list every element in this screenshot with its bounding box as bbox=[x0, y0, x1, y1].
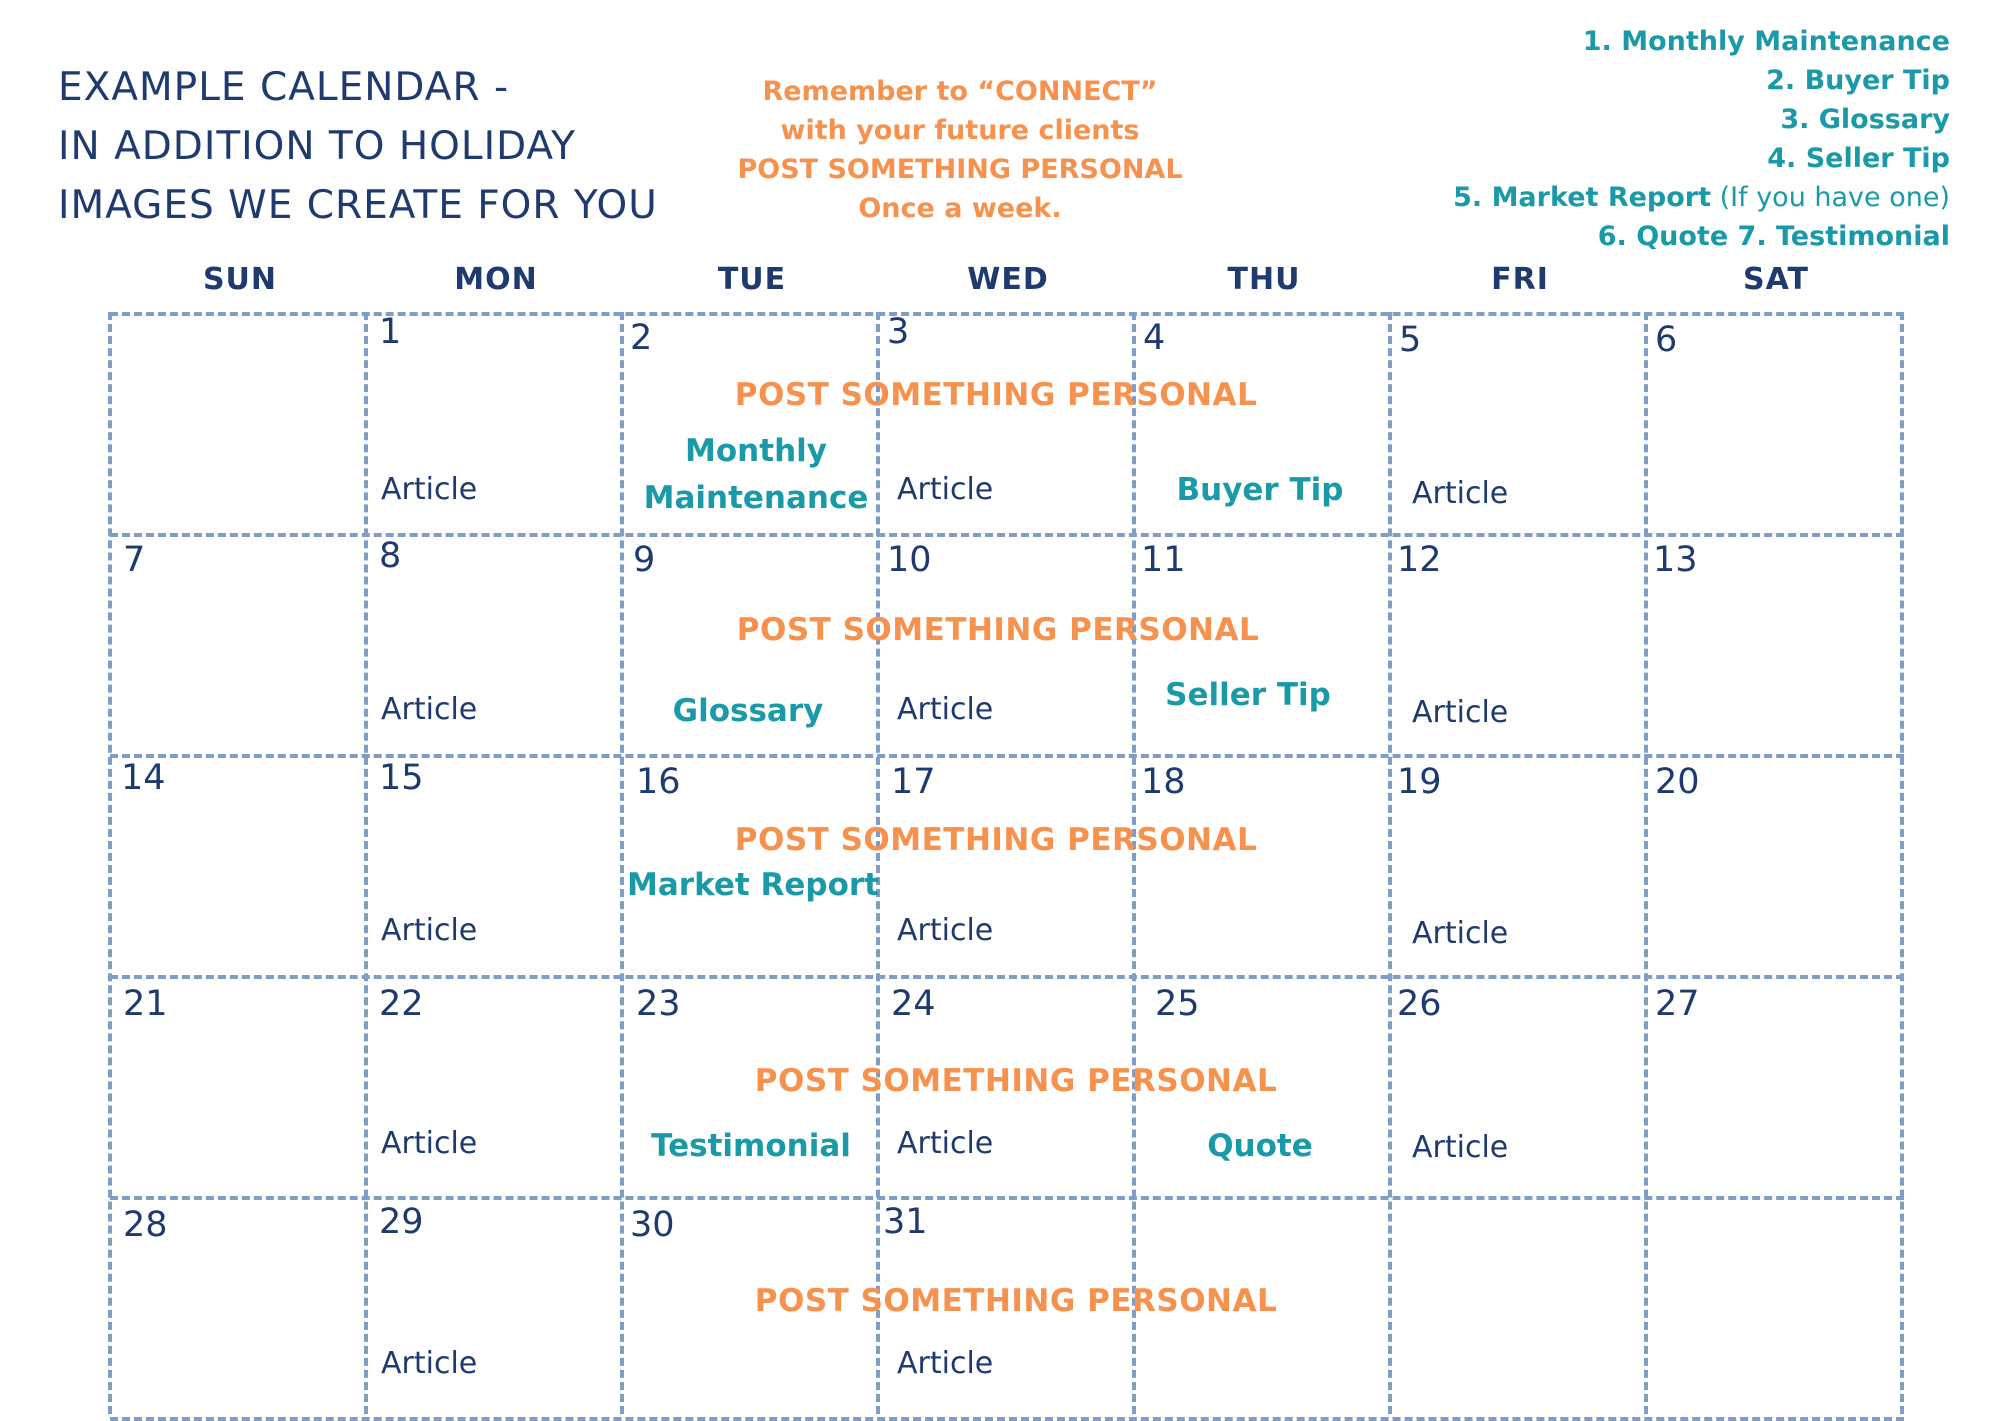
article-label: Article bbox=[897, 913, 994, 948]
article-label: Article bbox=[897, 1346, 994, 1381]
weekday-sat: SAT bbox=[1743, 262, 1809, 297]
article-label: Article bbox=[1412, 916, 1509, 951]
day-number: 7 bbox=[123, 540, 146, 580]
day-number: 31 bbox=[883, 1202, 928, 1242]
day-number: 28 bbox=[123, 1205, 168, 1245]
legend-item-1: 1. Monthly Maintenance bbox=[1582, 26, 1950, 57]
legend-item-5-note: (If you have one) bbox=[1711, 182, 1950, 213]
topic-legend bbox=[1453, 22, 1950, 256]
day-number: 8 bbox=[379, 536, 402, 576]
weekday-tue: TUE bbox=[717, 262, 787, 297]
day-number: 13 bbox=[1653, 540, 1698, 580]
article-label: Article bbox=[381, 1346, 478, 1381]
article-label: Article bbox=[1412, 476, 1509, 511]
article-label: Article bbox=[381, 472, 478, 507]
day-number: 12 bbox=[1397, 540, 1442, 580]
article-label: Article bbox=[897, 472, 994, 507]
day-number: 20 bbox=[1655, 762, 1700, 802]
day-number: 5 bbox=[1399, 320, 1422, 360]
day-number: 24 bbox=[891, 984, 936, 1024]
day-number: 27 bbox=[1655, 984, 1700, 1024]
article-label: Article bbox=[1412, 1130, 1509, 1165]
day-number: 10 bbox=[887, 540, 932, 580]
weekday-fri: FRI bbox=[1491, 262, 1549, 297]
article-label: Article bbox=[381, 1126, 478, 1161]
reminder-line-2: with your future clients bbox=[780, 115, 1140, 146]
day-number: 26 bbox=[1397, 984, 1442, 1024]
post-personal-week-4: POST SOMETHING PERSONAL bbox=[754, 1063, 1278, 1099]
post-personal-week-5: POST SOMETHING PERSONAL bbox=[754, 1283, 1278, 1319]
day-number: 11 bbox=[1141, 540, 1186, 580]
article-label: Article bbox=[381, 913, 478, 948]
connect-reminder bbox=[700, 72, 1220, 228]
day-number: 4 bbox=[1143, 318, 1166, 358]
legend-item-3: 3. Glossary bbox=[1780, 104, 1950, 135]
topic-buyer-tip: Buyer Tip bbox=[1176, 472, 1344, 508]
weekday-sun: SUN bbox=[202, 262, 278, 297]
grid-line-v bbox=[108, 312, 112, 1414]
article-label: Article bbox=[381, 692, 478, 727]
day-number: 1 bbox=[379, 312, 402, 352]
topic-quote: Quote bbox=[1207, 1128, 1313, 1164]
weekday-mon: MON bbox=[454, 262, 538, 297]
day-number: 14 bbox=[121, 758, 166, 798]
grid-line-v bbox=[364, 312, 368, 1414]
day-number: 30 bbox=[630, 1205, 675, 1245]
topic-monthly-maintenance: Monthly Maintenance bbox=[643, 433, 869, 516]
page-title bbox=[58, 58, 658, 235]
topic-testimonial: Testimonial bbox=[651, 1128, 851, 1164]
grid-line-v bbox=[1388, 312, 1392, 1414]
grid-line-v bbox=[1644, 312, 1648, 1414]
day-number: 17 bbox=[891, 762, 936, 802]
grid-line-h bbox=[110, 1196, 1904, 1200]
legend-item-2: 2. Buyer Tip bbox=[1766, 65, 1950, 96]
legend-item-6: 6. Quote 7. Testimonial bbox=[1597, 221, 1950, 252]
day-number: 16 bbox=[636, 762, 681, 802]
post-personal-week-2: POST SOMETHING PERSONAL bbox=[736, 612, 1260, 648]
legend-item-5 bbox=[1453, 178, 1950, 217]
day-number: 22 bbox=[379, 984, 424, 1024]
post-personal-week-3: POST SOMETHING PERSONAL bbox=[734, 822, 1258, 858]
reminder-line-1: Remember to “CONNECT” bbox=[762, 76, 1158, 107]
day-number: 15 bbox=[379, 758, 424, 798]
title-line-1: EXAMPLE CALENDAR - bbox=[58, 65, 510, 110]
post-personal-week-1: POST SOMETHING PERSONAL bbox=[734, 377, 1258, 413]
day-number: 29 bbox=[379, 1202, 424, 1242]
day-number: 9 bbox=[633, 540, 656, 580]
grid-line-h bbox=[110, 975, 1904, 979]
day-number: 3 bbox=[887, 312, 910, 352]
reminder-line-3: POST SOMETHING PERSONAL bbox=[737, 154, 1183, 185]
reminder-line-4: Once a week. bbox=[858, 193, 1062, 224]
day-number: 2 bbox=[630, 318, 653, 358]
topic-glossary: Glossary bbox=[672, 693, 824, 729]
title-line-2: IN ADDITION TO HOLIDAY bbox=[58, 124, 576, 169]
grid-line-v bbox=[1900, 312, 1904, 1414]
weekday-wed: WED bbox=[967, 262, 1049, 297]
topic-market-report: Market Report bbox=[627, 867, 879, 903]
day-number: 25 bbox=[1155, 984, 1200, 1024]
weekday-thu: THU bbox=[1227, 262, 1301, 297]
article-label: Article bbox=[1412, 695, 1509, 730]
grid-line-h bbox=[110, 1417, 1904, 1421]
day-number: 21 bbox=[123, 984, 168, 1024]
article-label: Article bbox=[897, 1126, 994, 1161]
day-number: 6 bbox=[1655, 320, 1678, 360]
legend-item-5-label: 5. Market Report bbox=[1453, 182, 1712, 213]
day-number: 18 bbox=[1141, 762, 1186, 802]
legend-item-4: 4. Seller Tip bbox=[1767, 143, 1950, 174]
day-number: 19 bbox=[1397, 762, 1442, 802]
topic-seller-tip: Seller Tip bbox=[1165, 677, 1331, 713]
title-line-3: IMAGES WE CREATE FOR YOU bbox=[58, 183, 658, 228]
article-label: Article bbox=[897, 692, 994, 727]
day-number: 23 bbox=[636, 984, 681, 1024]
